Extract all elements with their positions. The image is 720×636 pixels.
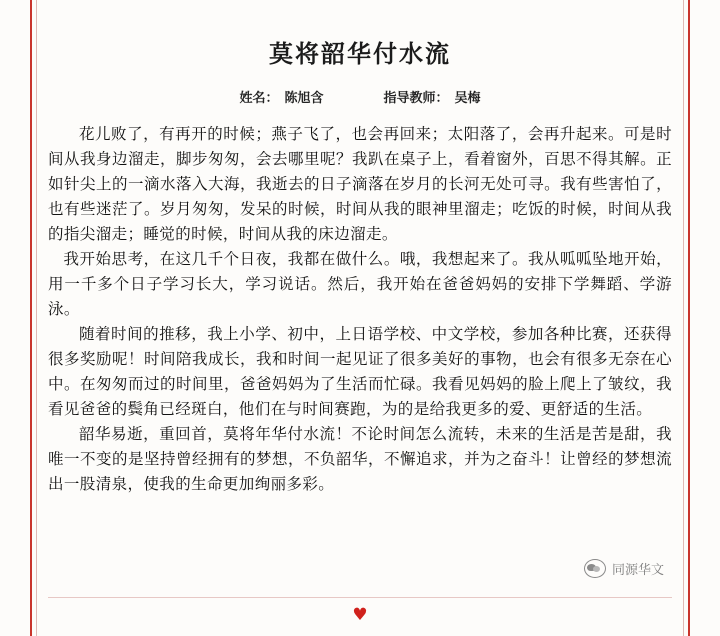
teacher-name: 吴梅 — [454, 91, 481, 106]
author-pair — [239, 87, 323, 106]
page-title: 莫将韶华付水流 — [269, 40, 451, 68]
document-content — [48, 0, 672, 636]
paragraph: 韶华易逝，重回首，莫将年华付水流！不论时间怎么流转，未来的生活是苦是甜，我唯一不变的是坚持曾经拥有的梦想，不负韶华，不懈追求，并为之奋斗！让曾经的梦想流出一股清泉，使我的生命更加绚丽多彩。 — [48, 425, 672, 493]
account-name: 同源华文 — [611, 563, 664, 578]
bottom-divider — [48, 597, 672, 598]
paragraph: 随着时间的推移，我上小学、初中，上日语学校、中文学校，参加各种比赛，还获得很多奖励呢！时间陪我成长，我和时间一起见证了很多美好的事物，也会有很多无奈在心中。在匆匆而过的时间里，爸爸妈妈为了生活而忙碌。我看见妈妈的脸上爬上了皱纹，我看见爸爸的鬓角已经斑白，他们在与时间赛跑，为的是给我更多的爱、更舒适的生活。 — [48, 325, 672, 418]
heart-icon: ♥ — [352, 605, 368, 625]
teacher-label: 指导教师： — [383, 91, 449, 106]
teacher-pair — [384, 87, 481, 106]
author-name: 陈旭含 — [284, 91, 324, 106]
left-border-rule — [30, 0, 32, 636]
author-label: 姓名： — [239, 91, 279, 106]
right-border-rule-thin — [683, 0, 684, 636]
byline — [48, 87, 672, 106]
footer-account — [584, 559, 664, 578]
paragraph: 我开始思考，在这几千个日夜，我都在做什么。哦，我想起来了。我从呱呱坠地开始，用一千多个日子学习长大，学习说话。然后，我开始在爸爸妈妈的安排下学舞蹈、学游泳。 — [48, 250, 672, 318]
left-border-rule-thin — [36, 0, 37, 636]
right-border-rule — [688, 0, 690, 636]
wechat-icon — [584, 559, 606, 578]
paragraph: 花儿败了，有再开的时候；燕子飞了，也会再回来；太阳落了，会再升起来。可是时间从我身边溜走，脚步匆匆，会去哪里呢？我趴在桌子上，看着窗外，百思不得其解。正如针尖上的一滴水落入大海，我逝去的日子滴落在岁月的长河无处可寻。我有些害怕了，也有些迷茫了。岁月匆匆，发呆的时候，时间从我的眼神里溜走；吃饭的时候，时间从我的指尖溜走；睡觉的时候，时间从我的床边溜走。 — [48, 125, 672, 243]
article-body — [48, 122, 672, 497]
